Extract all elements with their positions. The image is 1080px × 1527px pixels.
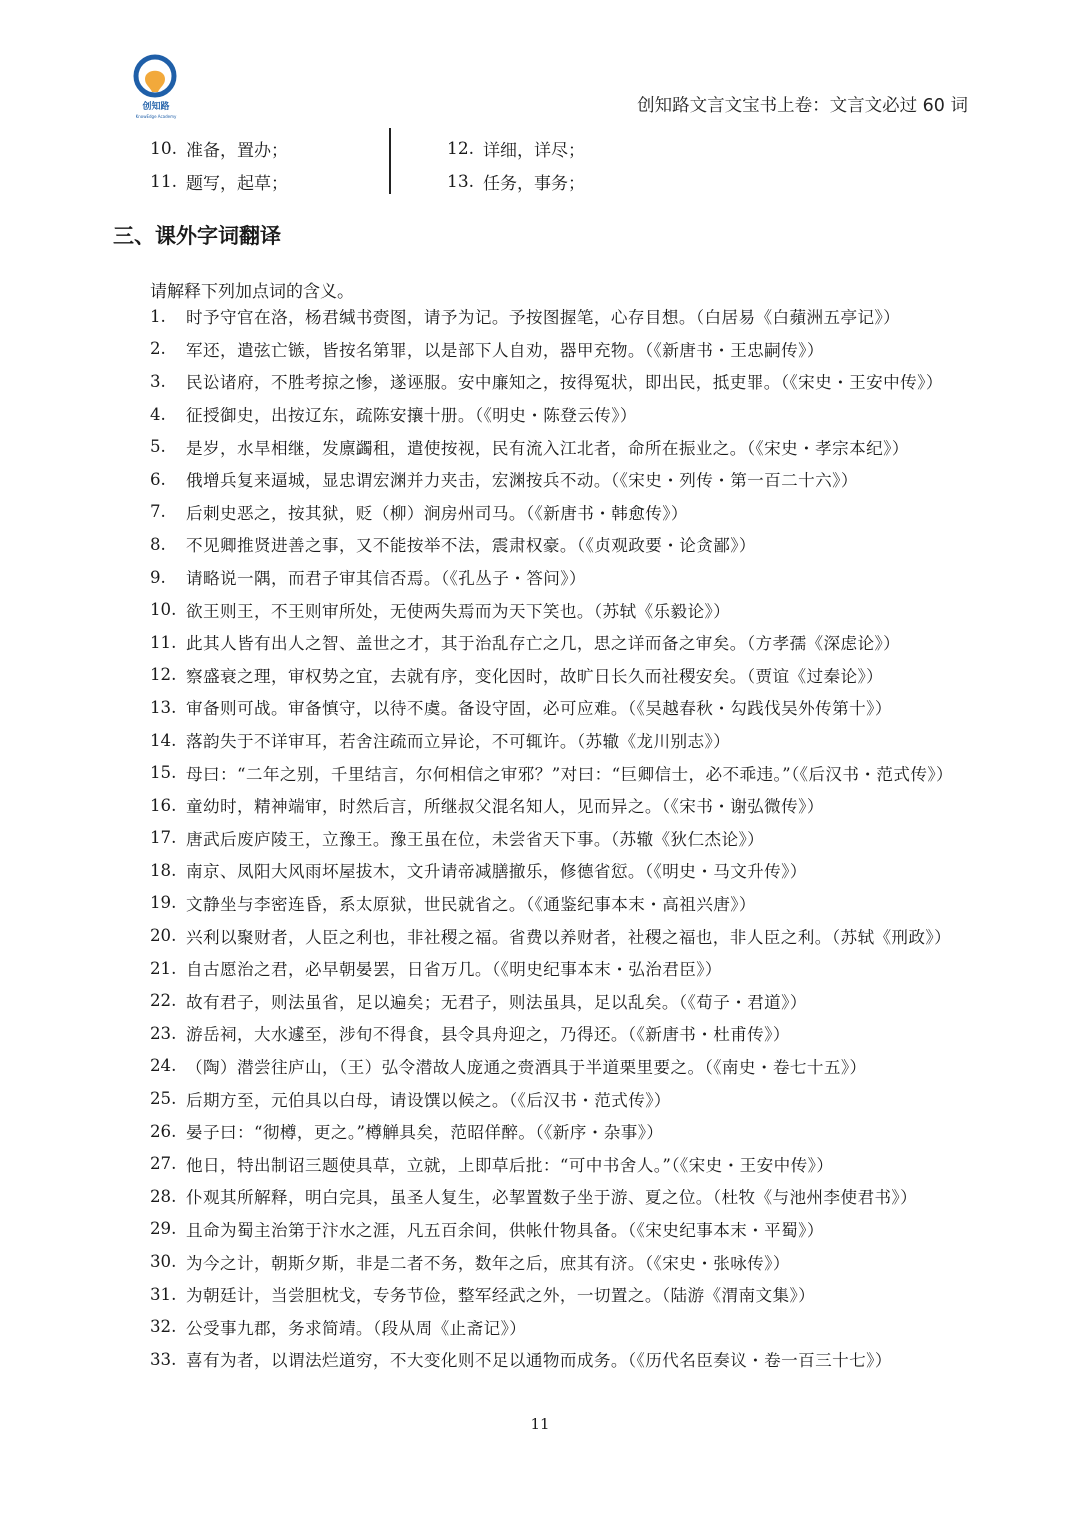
question-text: 为今之计，朝斯夕斯，非是二者不务，数年之后，庶其有济。（《宋史・张咏传》）	[186, 1253, 790, 1273]
question-item	[150, 333, 980, 366]
definition-number: 10.	[150, 138, 178, 159]
question-item	[150, 1147, 980, 1180]
question-text: 征授御史，出按辽东，疏陈安攘十册。（《明史・陈登云传》）	[186, 406, 637, 426]
question-item	[150, 1213, 980, 1246]
question-text: 不见卿推贤进善之事，又不能按举不法，震肃权豪。（《贞观政要・论贪鄙》）	[186, 536, 756, 556]
question-text: 俄增兵复来逼城，显忠谓宏渊并力夹击，宏渊按兵不动。（《宋史・列传・第一百二十六》）	[186, 471, 858, 491]
question-text: 民讼诸府，不胜考掠之惨，遂诬服。安中廉知之，按得冤状，即出民，抵吏罪。（《宋史・王安中传》）	[186, 373, 943, 393]
question-item	[150, 789, 980, 822]
question-item	[150, 1180, 980, 1213]
question-item	[150, 1310, 980, 1343]
question-number: 4.	[150, 404, 166, 424]
question-number: 21.	[150, 958, 177, 978]
question-number: 10.	[150, 600, 177, 620]
question-item	[150, 691, 980, 724]
question-text: 唐武后废庐陵王，立豫王。豫王虽在位，未尝省天下事。（苏辙《狄仁杰论》）	[186, 829, 765, 849]
instruction-text: 请解释下列加点词的含义。	[150, 282, 354, 302]
question-number: 14.	[150, 730, 177, 750]
definition-number: 12.	[447, 138, 475, 159]
question-item	[150, 659, 980, 692]
question-item	[150, 593, 980, 626]
question-item	[150, 887, 980, 920]
definition-item	[150, 132, 288, 165]
question-number: 27.	[150, 1154, 177, 1174]
question-text: 故有君子，则法虽省，足以遍矣；无君子，则法虽具，足以乱矣。（《荀子・君道》）	[186, 992, 807, 1012]
question-item	[150, 398, 980, 431]
question-number: 22.	[150, 991, 177, 1011]
question-number: 33.	[150, 1349, 177, 1369]
question-item	[150, 919, 980, 952]
question-number: 25.	[150, 1089, 177, 1109]
question-text: 自古愿治之君，必早朝晏罢，日省万几。（《明史纪事本末・弘治君臣》）	[186, 960, 722, 980]
question-text: 察盛衰之理，审权势之宜，去就有序，变化因时，故旷日长久而社稷安矣。（贾谊《过秦论》）	[186, 666, 884, 686]
question-number: 31.	[150, 1284, 177, 1304]
lightbulb-logo-icon	[128, 54, 184, 124]
question-text: 母曰：“二年之别，千里结言，尔何相信之审邪？”对曰：“巨卿信士，必不乖违。”（《后汉书・范式传》）	[186, 764, 954, 784]
question-text: （陶）潜尝往庐山，（王）弘令潜故人庞通之赍酒具于半道栗里要之。（《南史・卷七十五》）	[186, 1057, 867, 1077]
question-item	[150, 952, 980, 985]
question-text: 请略说一隅，而君子审其信否焉。（《孔丛子・答问》）	[186, 569, 586, 589]
question-text: 后期方至，元伯具以白母，请设馔以候之。（《后汉书・范式传》）	[186, 1090, 671, 1110]
question-item	[150, 724, 980, 757]
question-item	[150, 300, 980, 333]
academy-logo	[128, 54, 184, 124]
question-item	[150, 984, 980, 1017]
definition-number: 11.	[150, 171, 178, 192]
question-item	[150, 1343, 980, 1376]
question-number: 17.	[150, 828, 177, 848]
definitions-right-column	[447, 132, 585, 198]
logo-text: 创知路	[142, 102, 170, 112]
question-text: 喜有为者，以谓法烂道穷，不大变化则不足以通物而成务。（《历代名臣奏议・卷一百三十七》）	[186, 1351, 892, 1371]
question-item	[150, 1278, 980, 1311]
question-number: 18.	[150, 860, 177, 880]
question-item	[150, 463, 980, 496]
question-number: 28.	[150, 1186, 177, 1206]
question-number: 20.	[150, 926, 177, 946]
question-text: 是岁，水旱相继，发廪蠲租，遣使按视，民有流入江北者，命所在振业之。（《宋史・孝宗本纪》）	[186, 438, 909, 458]
question-text: 公受事九郡，务求简靖。（段从周《止斋记》）	[186, 1318, 527, 1338]
question-number: 23.	[150, 1023, 177, 1043]
question-item	[150, 1245, 980, 1278]
question-item	[150, 756, 980, 789]
question-text: 时予守官在洛，杨君缄书赍图，请予为记。予按图握笔，心存目想。（白居易《白蘋洲五亭记》）	[186, 308, 901, 328]
question-number: 30.	[150, 1252, 177, 1272]
definition-text: 任务，事务；	[483, 174, 585, 194]
question-number: 16.	[150, 795, 177, 815]
question-number: 12.	[150, 665, 177, 685]
question-text: 文静坐与李密连昏，系太原狱，世民就省之。（《通鉴纪事本末・高祖兴唐》）	[186, 894, 756, 914]
question-number: 1.	[150, 306, 166, 326]
question-text: 他日，特出制诏三题使具草，立就，上即草后批：“可中书舍人。”（《宋史・王安中传》）	[186, 1155, 834, 1175]
definition-text: 准备，置办；	[186, 141, 288, 161]
question-number: 3.	[150, 371, 166, 391]
question-number: 6.	[150, 469, 166, 489]
question-text: 晏子曰：“彻樽，更之。”樽觯具矣，范昭佯醉。（《新序・杂事》）	[186, 1123, 664, 1143]
question-item	[150, 1017, 980, 1050]
question-text: 为朝廷计，当尝胆枕戈，专务节俭，整军经武之外，一切置之。（陆游《渭南文集》）	[186, 1286, 816, 1306]
page-number: 11	[530, 1415, 550, 1433]
question-number: 5.	[150, 437, 166, 457]
question-number: 19.	[150, 893, 177, 913]
question-number: 24.	[150, 1056, 177, 1076]
question-text: 后刺史恶之，按其狱，贬（柳）涧房州司马。（《新唐书・韩愈传》）	[186, 503, 688, 523]
question-text: 童幼时，精神端审，时然后言，所继叔父混名知人，见而异之。（《宋书・谢弘微传》）	[186, 797, 824, 817]
question-number: 15.	[150, 763, 177, 783]
question-text: 兴利以聚财者，人臣之利也，非社稷之福。省费以养财者，社稷之福也，非人臣之利。（苏轼《刑政》）	[186, 927, 952, 947]
question-number: 7.	[150, 502, 166, 522]
question-number: 9.	[150, 567, 166, 587]
question-text: 欲王则王，不王则审所处，无使两失焉而为天下笑也。（苏轼《乐毅论》）	[186, 601, 731, 621]
definitions-left-column	[150, 132, 288, 198]
header-title: 创知路文言文宝书上卷：文言文必过 60 词	[637, 96, 968, 116]
question-number: 26.	[150, 1121, 177, 1141]
question-number: 29.	[150, 1219, 177, 1239]
question-text: 南京、凤阳大风雨坏屋拔木，文升请帝减膳撤乐，修德省愆。（《明史・马文升传》）	[186, 862, 807, 882]
question-item	[150, 1082, 980, 1115]
question-text: 军还，遣弦亡镞，皆按名第罪，以是部下人自劝，器甲充物。（《新唐书・王忠嗣传》）	[186, 340, 824, 360]
question-number: 32.	[150, 1317, 177, 1337]
question-text: 仆观其所解释，明白完具，虽圣人复生，必挈置数子坐于游、夏之位。（杜牧《与池州李使君书》）	[186, 1188, 918, 1208]
question-text: 审备则可战。审备慎守，以待不虞。备设守固，必可应难。（《吴越春秋・勾践伐吴外传第十》）	[186, 699, 892, 719]
question-text: 且命为蜀主治第于汴水之涯，凡五百余间，供帐什物具备。（《宋史纪事本末・平蜀》）	[186, 1220, 824, 1240]
question-item	[150, 561, 980, 594]
question-text: 落韵失于不详审耳，若舍注疏而立异论，不可辄许。（苏辙《龙川别志》）	[186, 732, 731, 752]
question-item	[150, 528, 980, 561]
question-list	[150, 300, 980, 1376]
question-number: 8.	[150, 534, 166, 554]
question-text: 此其人皆有出人之智、盖世之才，其于治乱存亡之几，思之详而备之审矣。（方孝孺《深虑论》）	[186, 634, 901, 654]
logo-subtext: KnowEdge Academy	[135, 114, 177, 119]
question-number: 2.	[150, 339, 166, 359]
question-item	[150, 365, 980, 398]
question-item	[150, 854, 980, 887]
question-item	[150, 822, 980, 855]
definition-item	[447, 132, 585, 165]
question-text: 游岳祠，大水遽至，涉旬不得食，县令具舟迎之，乃得还。（《新唐书・杜甫传》）	[186, 1025, 790, 1045]
question-item	[150, 1050, 980, 1083]
question-item	[150, 430, 980, 463]
question-number: 11.	[150, 632, 177, 652]
column-divider	[389, 128, 391, 194]
question-number: 13.	[150, 697, 177, 717]
definition-text: 详细，详尽；	[483, 141, 585, 161]
definition-text: 题写，起草；	[186, 174, 288, 194]
section-heading: 三、课外字词翻译	[113, 223, 281, 248]
question-item	[150, 626, 980, 659]
definition-item	[150, 165, 288, 198]
question-item	[150, 496, 980, 529]
definition-number: 13.	[447, 171, 475, 192]
question-item	[150, 1115, 980, 1148]
definition-item	[447, 165, 585, 198]
